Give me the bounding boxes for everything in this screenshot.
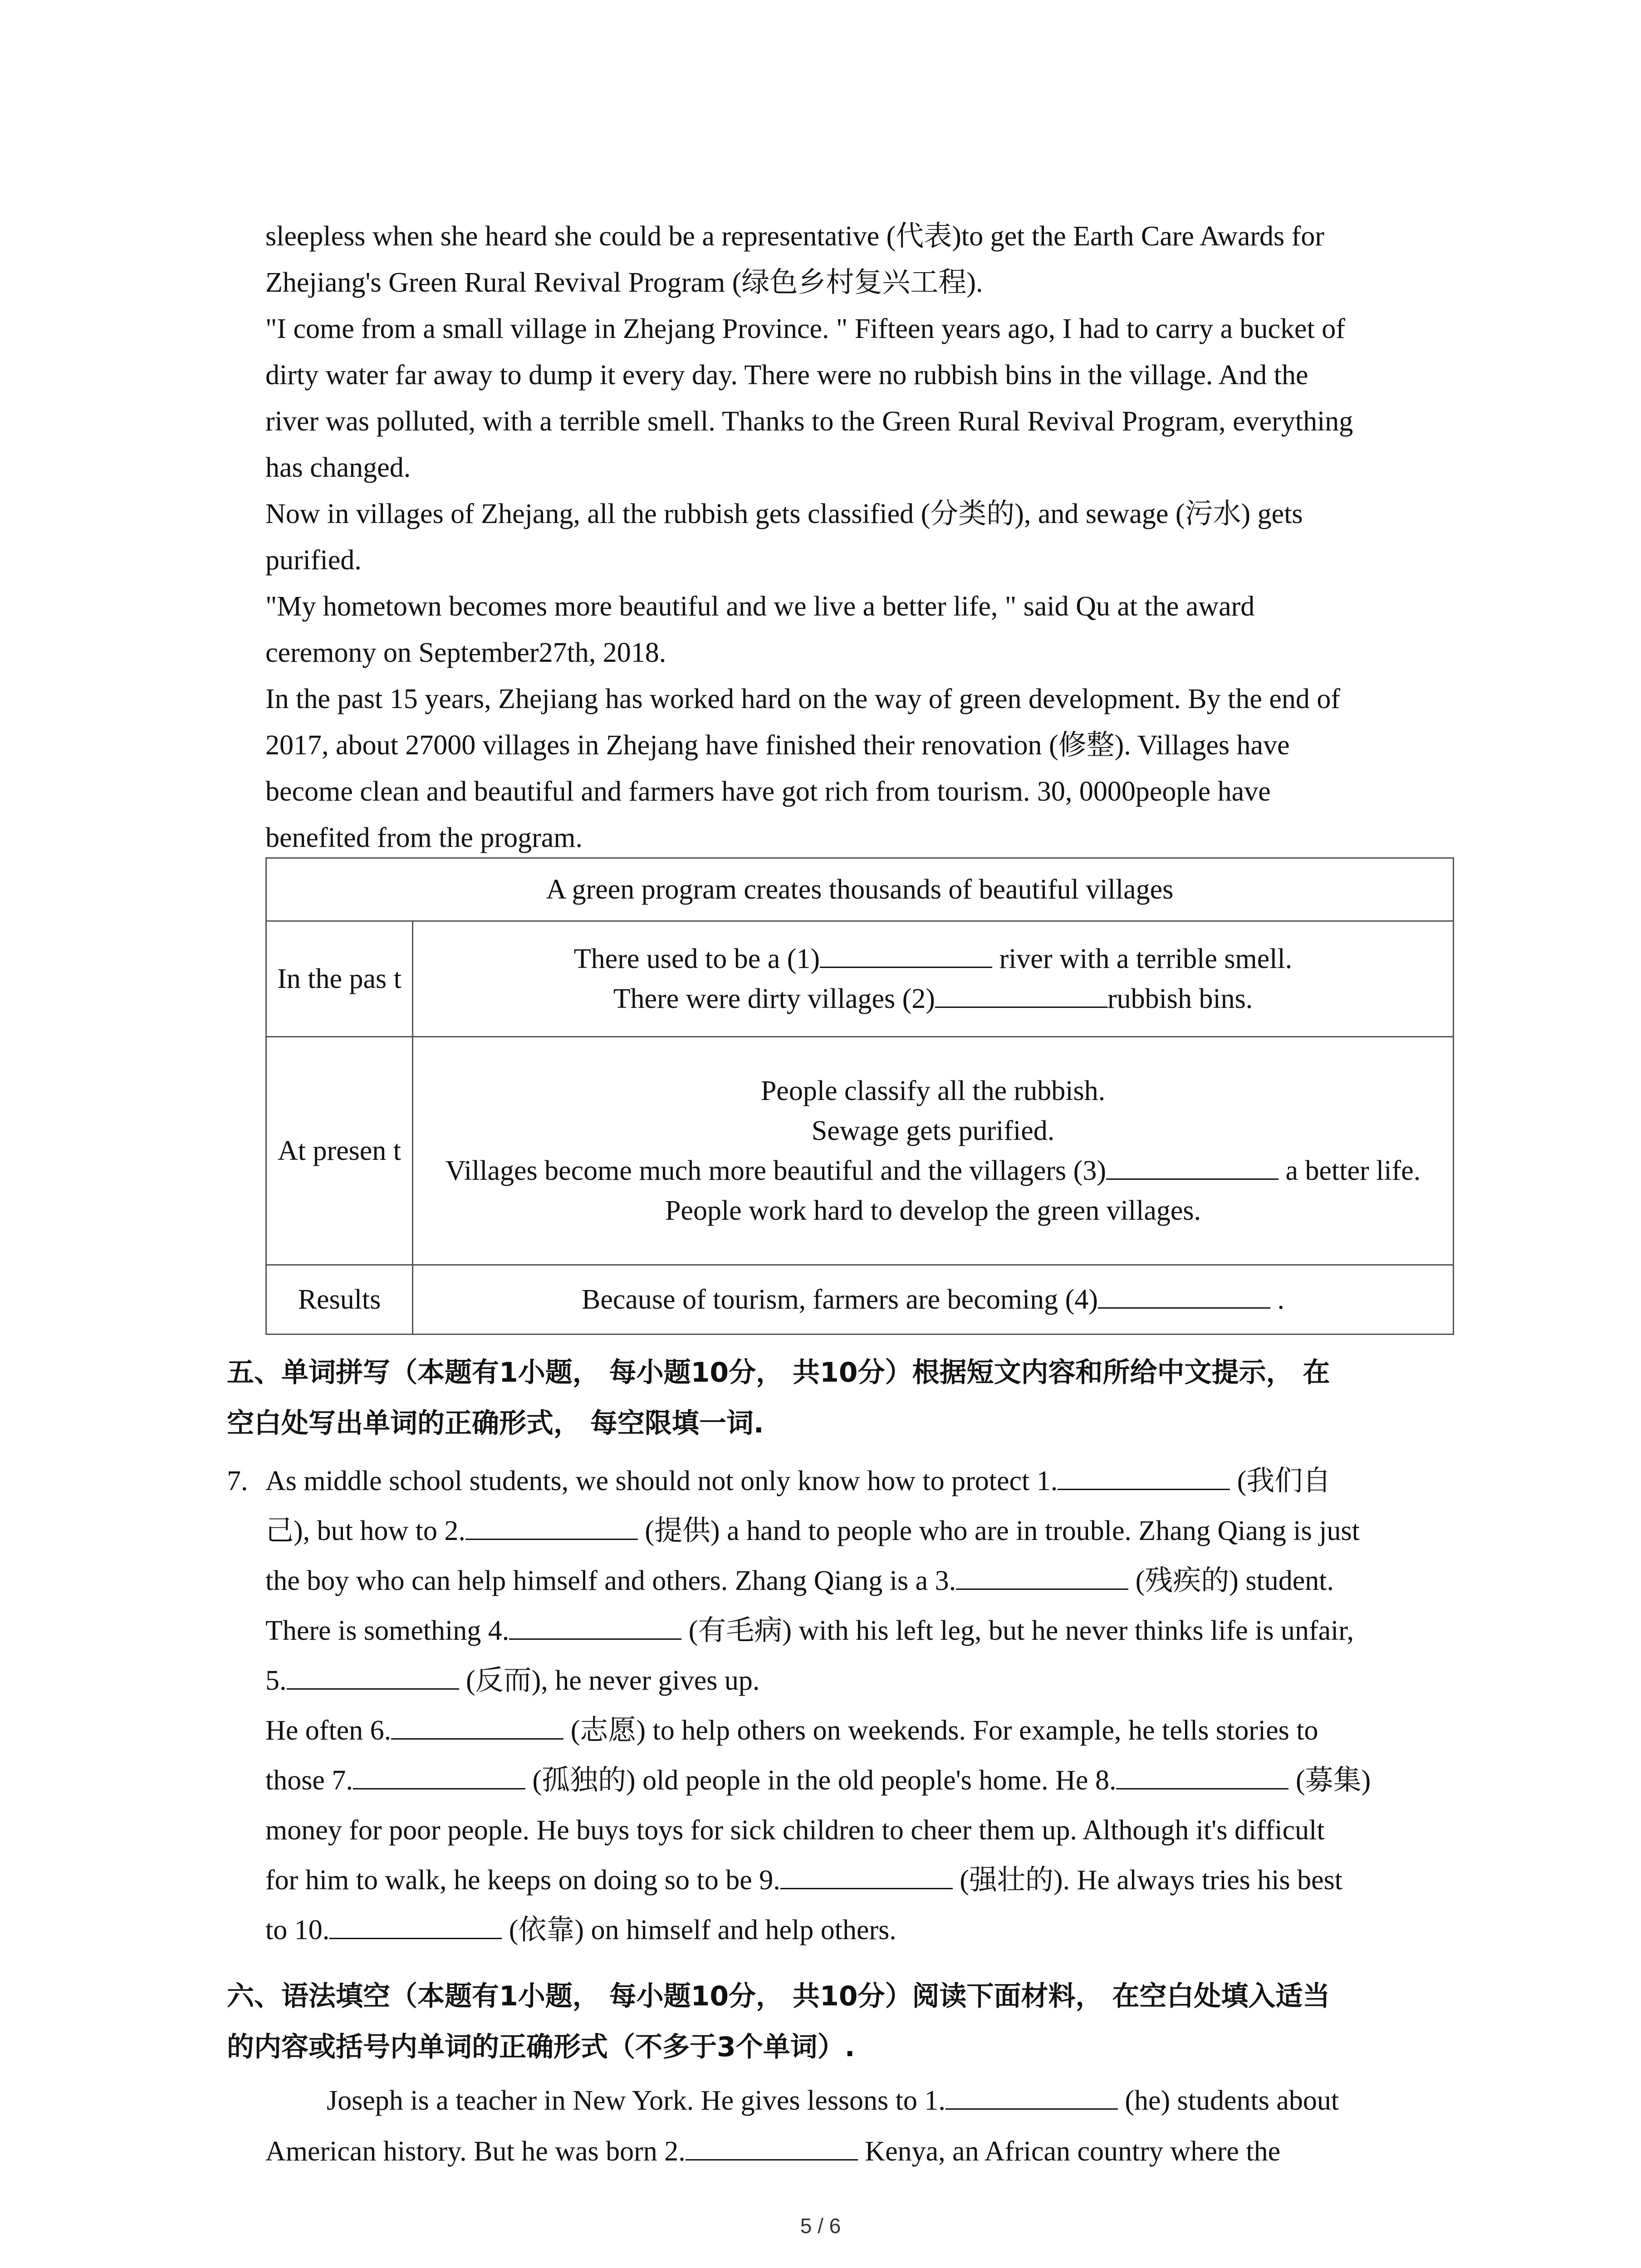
passage-line: Zhejiang's Green Rural Revival Program (绿色乡村复兴工程). [265, 267, 983, 298]
q7-line [227, 1755, 1454, 1805]
passage-line: dirty water far away to dump it every day. There were no rubbish bins in the village. And the [265, 360, 1308, 391]
row-label-present: At presen t [266, 1037, 413, 1265]
text: He often 6. [265, 1715, 392, 1746]
answer-blank[interactable] [329, 1911, 502, 1939]
answer-blank[interactable] [287, 1662, 459, 1690]
grammar-line [265, 2075, 1454, 2126]
passage-line: 2017, about 27000 villages in Zhejang have finished their renovation (修整). Villages have [265, 730, 1290, 761]
row-content-past [413, 921, 1454, 1037]
heading-line: 空白处写出单词的正确形式， 每空限填一词. [227, 1408, 764, 1439]
text: (我们自 [1230, 1466, 1331, 1496]
page-number: 5 / 6 [800, 2214, 841, 2238]
passage-line: benefited from the program. [265, 822, 583, 853]
heading-line: 六、语法填空（本题有1小题， 每小题10分， 共10分）阅读下面材料， 在空白处填入适当 [227, 1980, 1330, 2012]
text: Villages become much more beautiful and the villagers (3) [445, 1155, 1106, 1186]
present-line-1: People classify all the rubbish. [760, 1075, 1106, 1106]
answer-blank-4[interactable] [1098, 1281, 1270, 1309]
table-row-present [266, 1037, 1454, 1265]
text: river with a terrible smell. [992, 943, 1293, 974]
q7-line [227, 1905, 1454, 1955]
passage-line: Now in villages of Zhejang, all the rubbish gets classified (分类的), and sewage (污水) gets [265, 499, 1303, 529]
answer-blank[interactable] [1116, 1762, 1288, 1789]
text: those 7. [265, 1765, 353, 1796]
text: (孤独的) old people in the old people's home. He 8. [525, 1765, 1117, 1796]
reading-passage [265, 213, 1454, 861]
section-5-heading [227, 1347, 1461, 1449]
text: American history. But he was born 2. [265, 2136, 686, 2167]
text: (he) students about [1117, 2085, 1339, 2116]
text: . [1270, 1284, 1284, 1315]
answer-blank[interactable] [509, 1612, 681, 1640]
text: a better life. [1278, 1155, 1421, 1186]
q7-line [227, 1706, 1454, 1755]
text: the boy who can help himself and others. Zhang Qiang is a 3. [265, 1565, 956, 1596]
passage-line: has changed. [265, 452, 411, 483]
q7-line [227, 1606, 1454, 1656]
text: Because of tourism, farmers are becoming (4) [582, 1284, 1098, 1315]
row-content-results [413, 1265, 1454, 1334]
row-content-present [413, 1037, 1454, 1265]
question-number: 7. [227, 1466, 248, 1496]
heading-line: 的内容或括号内单词的正确形式（不多于3个单词）. [227, 2031, 855, 2063]
text: for him to walk, he keeps on doing so to be 9. [265, 1865, 780, 1896]
table-title: A green program creates thousands of beautiful villages [266, 858, 1454, 921]
row-label-results: Results [266, 1265, 413, 1334]
passage-line: become clean and beautiful and farmers have got rich from tourism. 30, 0000people have [265, 776, 1271, 807]
table-row-past [266, 921, 1454, 1037]
q7-line [227, 1656, 1454, 1706]
answer-blank[interactable] [353, 1762, 525, 1789]
text: 己), but how to 2. [265, 1515, 465, 1546]
passage-line: "My hometown becomes more beautiful and we live a better life, " said Qu at the award [265, 591, 1255, 622]
answer-blank-2[interactable] [935, 980, 1107, 1008]
grammar-passage [265, 2075, 1454, 2177]
passage-line: sleepless when she heard she could be a representative (代表)to get the Earth Care Awards for [265, 221, 1324, 252]
text: (有毛病) with his left leg, but he never thinks life is unfair, [681, 1615, 1354, 1646]
text: There used to be a (1) [573, 943, 820, 974]
passage-line: "I come from a small village in Zhejang Province. " Fifteen years ago, I had to carry a bucket of [265, 313, 1345, 344]
answer-blank[interactable] [780, 1862, 953, 1889]
text: (提供) a hand to people who are in trouble. Zhang Qiang is just [637, 1515, 1360, 1546]
answer-blank[interactable] [465, 1512, 638, 1540]
answer-blank[interactable] [945, 2082, 1118, 2110]
text: Joseph is a teacher in New York. He gives lessons to 1. [327, 2085, 945, 2116]
row-label-past: In the pas t [266, 921, 413, 1037]
text: (残疾的) student. [1128, 1565, 1334, 1596]
q7-line [227, 1556, 1454, 1606]
heading-line: 五、单词拼写（本题有1小题， 每小题10分， 共10分）根据短文内容和所给中文提示， 在 [227, 1357, 1330, 1388]
passage-line: In the past 15 years, Zhejiang has worked hard on the way of green development. By the end of [265, 684, 1341, 714]
q7-line [227, 1456, 1454, 1506]
text: (募集) [1288, 1765, 1371, 1796]
answer-blank-3[interactable] [1106, 1152, 1279, 1180]
q7-line [227, 1855, 1454, 1905]
passage-line: ceremony on September27th, 2018. [265, 637, 666, 668]
q7-line: money for poor people. He buys toys for sick children to cheer them up. Although it's difficult [265, 1815, 1325, 1846]
text: 5. [265, 1665, 287, 1696]
table-title-row [266, 858, 1454, 921]
summary-table [265, 857, 1454, 1335]
answer-blank[interactable] [1058, 1462, 1230, 1490]
text: to 10. [265, 1915, 330, 1945]
table-row-results [266, 1265, 1454, 1334]
past-line-2 [418, 979, 1448, 1019]
present-line-4: People work hard to develop the green villages. [665, 1195, 1201, 1226]
grammar-line [265, 2126, 1454, 2177]
text: Kenya, an African country where the [857, 2136, 1281, 2167]
answer-blank[interactable] [391, 1712, 563, 1740]
text: (强壮的). He always tries his best [952, 1865, 1343, 1896]
text: As middle school students, we should not only know how to protect 1. [265, 1466, 1058, 1496]
text: (反而), he never gives up. [459, 1665, 760, 1696]
past-line-1 [418, 939, 1448, 979]
passage-line: purified. [265, 545, 362, 576]
text: (依靠) on himself and help others. [502, 1915, 896, 1945]
present-line-2: Sewage gets purified. [811, 1115, 1055, 1146]
present-line-3 [418, 1151, 1448, 1191]
answer-blank-1[interactable] [820, 940, 992, 968]
question-7 [227, 1456, 1454, 1955]
text: There is something 4. [265, 1615, 509, 1646]
passage-line: river was polluted, with a terrible smell. Thanks to the Green Rural Revival Program, everything [265, 406, 1353, 437]
section-6-heading [227, 1971, 1461, 2072]
answer-blank[interactable] [956, 1562, 1128, 1590]
q7-line [227, 1506, 1454, 1556]
answer-blank[interactable] [686, 2133, 858, 2160]
text: (志愿) to help others on weekends. For example, he tells stories to [563, 1715, 1318, 1746]
text: There were dirty villages (2) [613, 983, 935, 1014]
text: rubbish bins. [1107, 983, 1253, 1014]
